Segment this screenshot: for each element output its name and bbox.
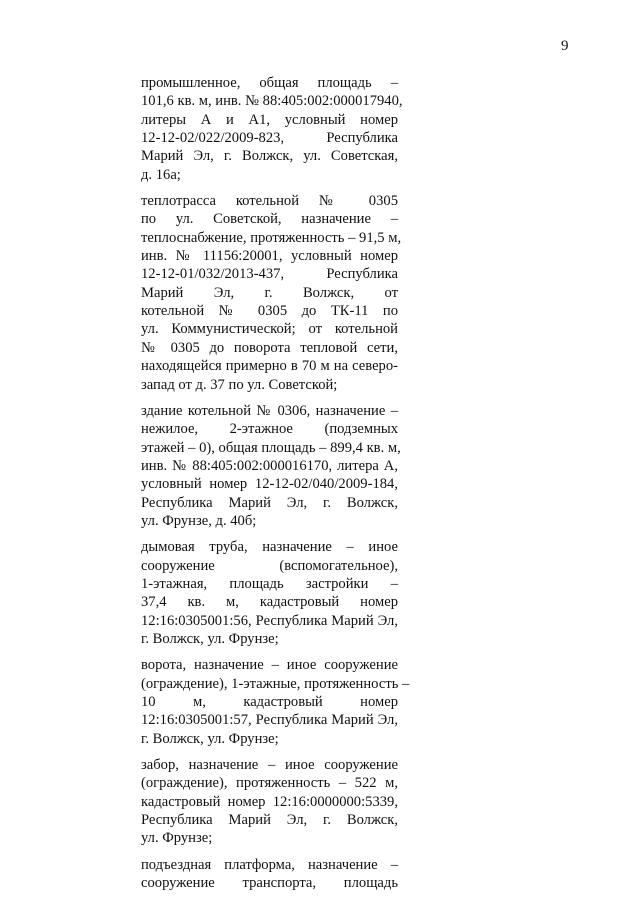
text-line: условный номер 12-12-02/040/2009-184, [141,476,398,493]
text-line: 101,6 кв. м, инв. № 88:405:002:000017940, [141,93,403,110]
text-line: Марий Эл, г. Волжск, ул. Советская, [141,148,398,165]
text-line: 12:16:0305001:56, Республика Марий Эл, [141,612,398,629]
paragraph-industrial-building [141,74,403,184]
text-line: ул. Фрунзе, д. 40б; [141,512,257,529]
text-line: 10 м, кадастровый номер [141,694,398,710]
text-line: кадастровый номер 12:16:0000000:5339, [141,793,398,810]
paragraph-heating-main [141,192,402,394]
text-line: инв. № 88:405:002:000016170, литера А, [141,457,398,474]
text-line: находящейся примерно в 70 м на северо- [141,358,398,375]
text-line: Республика Марий Эл, г. Волжск, [141,494,398,511]
text-line: забор, назначение – иное сооружение [141,757,398,774]
text-line: ул. Фрунзе; [141,830,213,847]
text-line: инв. № 11156:20001, условный номер [141,248,398,265]
paragraph-chimney [141,538,398,648]
text-line: 1-этажная, площадь застройки – [141,575,398,592]
text-line: литеры А и А1, условный номер [141,111,398,128]
text-line: д. 16а; [141,166,181,183]
paragraph-gate [141,656,410,748]
text-line: № 0305 до поворота тепловой сети, [141,339,398,356]
text-line: 12-12-01/032/2013-437, Республика [141,266,398,283]
text-line: подъездная платформа, назначение – [141,856,398,873]
text-line: Республика Марий Эл, г. Волжск, [141,812,398,829]
text-line: по ул. Советской, назначение – [141,211,398,228]
text-line: Марий Эл, г. Волжск, от [141,284,398,301]
text-line: ул. Коммунистической; от котельной [141,321,398,338]
text-line: теплоснабжение, протяженность – 91,5 м, [141,229,402,246]
text-line: дымовая труба, назначение – иное [141,539,398,556]
text-line: 12-12-02/022/2009-823, Республика [141,130,398,147]
page-number: 9 [561,38,569,54]
text-line: г. Волжск, ул. Фрунзе; [141,630,279,647]
paragraph-fence [141,756,398,848]
text-line: ворота, назначение – иное сооружение [141,657,398,674]
paragraph-boiler-building [141,402,401,530]
text-line: здание котельной № 0306, назначение – [141,402,398,419]
text-line: 37,4 кв. м, кадастровый номер [141,594,398,611]
text-line: промышленное, общая площадь – [141,75,398,91]
text-line: теплотрасса котельной № 0305 [141,193,398,210]
text-line: котельной № 0305 до ТК-11 по [141,303,398,320]
text-line: (ограждение), протяженность – 522 м, [141,775,398,792]
text-line: сооружение (вспомогательное), [141,557,398,574]
text-line: нежилое, 2-этажное (подземных [141,421,398,438]
text-line: сооружение транспорта, площадь [141,875,398,892]
text-line: запад от д. 37 по ул. Советской; [141,376,338,393]
document-body [141,74,410,900]
text-line: (ограждение), 1-этажные, протяженность – [141,675,410,692]
paragraph-platform [141,856,398,893]
text-line: 12:16:0305001:57, Республика Марий Эл, [141,712,398,729]
text-line: этажей – 0), общая площадь – 899,4 кв. м, [141,439,401,456]
text-line: г. Волжск, ул. Фрунзе; [141,730,279,747]
